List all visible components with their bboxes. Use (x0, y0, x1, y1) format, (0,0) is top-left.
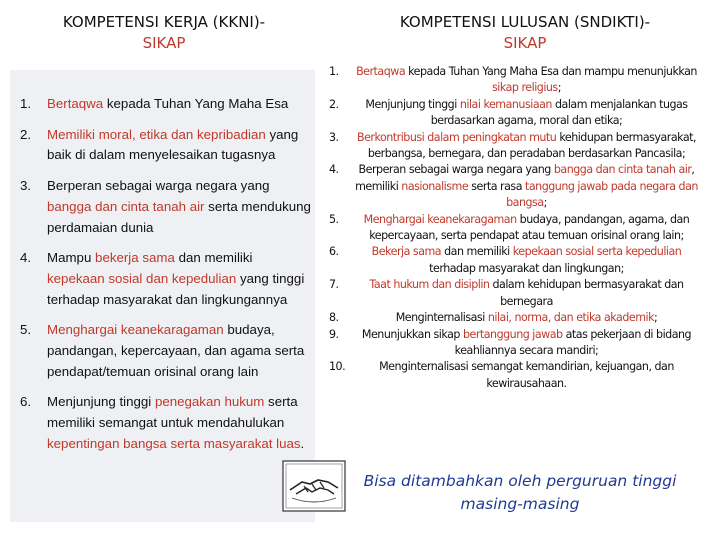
kkni-list-item (20, 248, 312, 310)
highlighted-text: bangga dan cinta tanah air (553, 163, 692, 177)
highlighted-text: Bertaqwa (356, 65, 406, 78)
item-number: 3. (20, 178, 32, 194)
highlighted-text: nilai kemanusiaan (459, 97, 552, 111)
sndikti-list-item (329, 244, 699, 277)
highlighted-text: bangga dan cinta tanah air (47, 198, 205, 214)
item-text: serta rasa (468, 179, 526, 193)
item-text: Menunjukkan sikap (361, 327, 463, 341)
highlighted-text: sikap religius (492, 81, 558, 95)
kkni-competency-panel (10, 70, 315, 522)
item-text: yang baik di dalam menyelesaikan tugasnya (47, 126, 299, 163)
item-text: dan memiliki (174, 250, 253, 266)
highlighted-text: nasionalisme (401, 179, 469, 193)
item-number: 1. (329, 65, 339, 78)
right-title-line2: SIKAP (503, 34, 547, 52)
item-text: kepada Tuhan Yang Maha Esa (103, 96, 289, 111)
right-column-title (340, 12, 710, 54)
item-text: Berperan sebagai warga negara yang (358, 163, 554, 177)
item-text: kepada Tuhan Yang Maha Esa dan mampu menunjukkan (405, 65, 697, 78)
item-text: atas pekerjaan di bidang keahliannya secara mandiri; (454, 327, 692, 357)
item-number: 2. (20, 126, 32, 142)
item-text: dalam menjalankan tugas berdasarkan agama, moral dan etika; (430, 97, 688, 128)
highlighted-text: tanggung jawab pada negara dan bangsa (506, 179, 698, 210)
kkni-competency-list (20, 94, 312, 465)
footer-note: Bisa ditambahkan oleh perguruan tinggi masing-masing (363, 472, 677, 513)
item-number: 6. (20, 394, 32, 410)
item-number: 2. (329, 97, 339, 111)
item-text: terhadap masyarakat dan lingkungan; (429, 261, 624, 275)
highlighted-text: kepekaan sosial dan kepedulian (47, 270, 237, 286)
item-text: Menjunjung tinggi (47, 394, 155, 410)
sndikti-list-item (329, 327, 699, 360)
kkni-list-item (20, 94, 312, 115)
item-number: 3. (329, 130, 339, 144)
left-column-title (14, 12, 314, 54)
item-text: dan memiliki (441, 245, 513, 259)
handshake-logo-icon (282, 460, 346, 512)
item-text: serta mendukung perdamaian dunia (47, 198, 311, 235)
sndikti-list-item (329, 310, 699, 326)
highlighted-text: kepekaan sosial serta kepedulian (512, 245, 682, 259)
highlighted-text: kepentingan bangsa serta masyarakat luas (47, 435, 301, 451)
highlighted-text: Bertaqwa (47, 96, 104, 111)
item-text: budaya, pandangan, kepercayaan, dan agama serta pendapat/temuan orisinal orang lain (47, 322, 305, 379)
right-title-line1: KOMPETENSI LULUSAN (SNDIKTI)- (399, 13, 651, 31)
highlighted-text: Taat hukum dan disiplin (369, 278, 490, 292)
left-title-line1: KOMPETENSI KERJA (KKNI)- (62, 13, 266, 31)
item-number: 4. (329, 163, 339, 177)
kkni-list-item (20, 125, 312, 166)
sndikti-list-item (329, 130, 699, 163)
item-number: 4. (20, 250, 32, 266)
item-number: 6. (329, 245, 339, 259)
highlighted-text: Berkontribusi dalam peningkatan mutu (356, 130, 557, 144)
sndikti-list-item (329, 212, 699, 245)
item-number: 5. (329, 212, 339, 226)
item-text: ; (654, 311, 658, 325)
highlighted-text: penegakan hukum (154, 394, 265, 410)
highlighted-text: bertanggung jawab (462, 327, 563, 341)
item-number: 8. (329, 311, 339, 325)
item-text: budaya, pandangan, agama, dan kepercayaan, serta pendapat atau temuan orisinal orang lain; (369, 212, 690, 243)
kkni-list-item (20, 320, 312, 382)
item-number: 10. (329, 360, 346, 374)
item-text: serta memiliki semangat untuk mendahulukan (47, 394, 298, 431)
highlighted-text: Bekerja sama (371, 245, 442, 259)
item-text: , memiliki (355, 163, 695, 193)
item-text: ; (557, 81, 561, 95)
item-text: Menjunjung tinggi (365, 97, 460, 111)
sndikti-list-item (329, 359, 699, 392)
highlighted-text: nilai, norma, dan etika akademik (487, 311, 655, 325)
kkni-list-item (20, 392, 312, 454)
item-text: Menginternalisasi semangat kemandirian, kejuangan, dan kewirausahaan. (379, 360, 674, 390)
kkni-list-item (20, 176, 312, 238)
item-text: . (300, 435, 305, 451)
item-text: ; (543, 196, 547, 210)
item-number: 1. (20, 96, 32, 111)
item-text: Mampu (47, 250, 96, 266)
highlighted-text: Menghargai keanekaragaman (47, 322, 224, 338)
left-title-line2: SIKAP (142, 34, 186, 52)
item-text: kehidupan bermasyarakat, berbangsa, bernegara, dan peradaban berdasarkan Pancasila; (367, 130, 697, 161)
highlighted-text: Memiliki moral, etika dan kepribadian (47, 126, 266, 142)
item-text: dalam kehidupan bermasyarakat dan bernegara (489, 278, 684, 308)
highlighted-text: bekerja sama (95, 250, 175, 266)
sndikti-competency-list (329, 64, 699, 392)
item-text: Menginternalisasi (395, 311, 488, 325)
highlighted-text: Menghargai keanekaragaman (363, 212, 517, 226)
sndikti-list-item (329, 277, 699, 310)
item-number: 5. (20, 322, 32, 338)
item-text: yang tinggi terhadap masyarakat dan lingkungannya (47, 270, 305, 307)
sndikti-list-item (329, 97, 699, 130)
item-text: Berperan sebagai warga negara yang (47, 178, 270, 194)
item-number: 9. (329, 327, 339, 341)
sndikti-list-item (329, 64, 699, 97)
sndikti-list-item (329, 162, 699, 211)
item-number: 7. (329, 278, 339, 292)
